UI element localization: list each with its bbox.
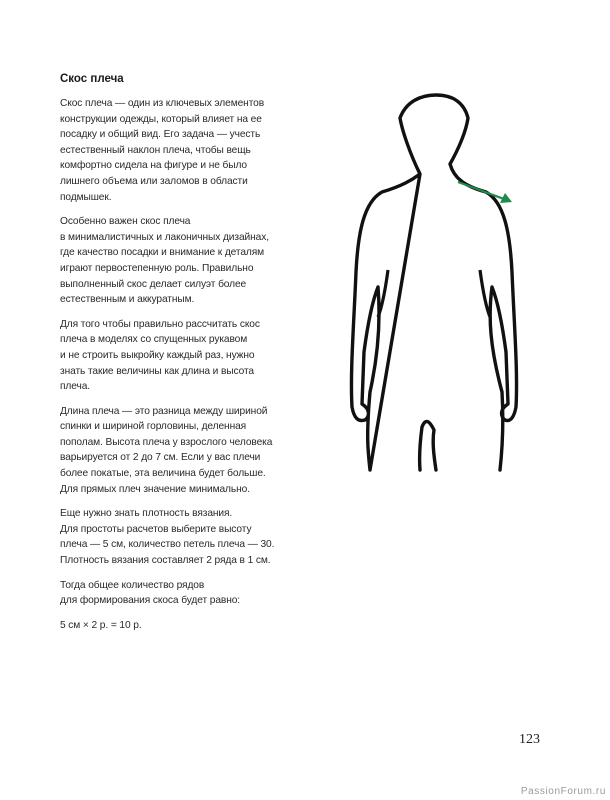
watermark: PassionForum.ru [520, 786, 606, 797]
section-heading: Скос плеча [60, 73, 124, 85]
body-outline [351, 95, 516, 470]
paragraph-list [60, 96, 322, 633]
paragraph-line: лишнего объема или заломов в области [60, 175, 248, 187]
paragraph-line: плеча. [60, 381, 90, 393]
paragraph-line: Для прямых плеч значение минимально. [60, 483, 250, 495]
paragraph-line: для формирования скоса будет равно: [60, 595, 241, 607]
paragraph-line: и не строить выкройку каждый раз, нужно [60, 349, 255, 361]
paragraph-line: в минималистичных и лаконичных дизайнах, [60, 231, 269, 243]
paragraph-line: Особенно важен скос плеча [60, 216, 191, 228]
waist-line-right [480, 270, 490, 317]
paragraph [60, 96, 322, 205]
paragraph [60, 618, 322, 634]
paragraph-line: спинки и шириной горловины, деленная [60, 421, 247, 433]
paragraph-line: конструкции одежды, который влияет на ее [60, 113, 262, 125]
paragraph-line: Скос плеча — один из ключевых элементов [60, 98, 265, 109]
paragraph-line: Плотность вязания составляет 2 ряда в 1 см. [60, 555, 271, 567]
paragraph-line: посадку и общий вид. Его задача — учесть [60, 129, 261, 141]
paragraph-line: Длина плеча — это разница между шириной [60, 405, 268, 417]
paragraph-line: где качество посадки и внимание к деталям [60, 247, 265, 259]
paragraph [60, 506, 322, 568]
paragraph-line: Для того чтобы правильно рассчитать скос [60, 318, 260, 330]
body-silhouette-figure [340, 92, 540, 472]
paragraph-line: выполненный скос делает силуэт более [60, 278, 247, 290]
shoulder-slope-arrow-icon [458, 182, 512, 203]
paragraph [60, 404, 322, 498]
paragraph-line: играют первостепенную роль. Правильно [60, 262, 254, 274]
paragraph-line: варьируется от 2 до 7 см. Если у вас плечи [60, 452, 261, 464]
page-number: 123 [519, 732, 540, 747]
text-column [60, 72, 322, 642]
paragraph-line: Тогда общее количество рядов [60, 579, 205, 591]
paragraph-line: плеча в моделях со спущенных рукавом [60, 334, 248, 346]
paragraph-line: естественным и аккуратным. [60, 294, 195, 306]
paragraph [60, 317, 322, 395]
paragraph-line: подмышек. [60, 191, 112, 203]
paragraph [60, 214, 322, 308]
paragraph-line: Еще нужно знать плотность вязания. [60, 508, 233, 520]
paragraph-line: 5 см × 2 р. = 10 р. [60, 619, 142, 631]
paragraph-line: естественный наклон плеча, чтобы вещь [60, 144, 251, 156]
paragraph [60, 578, 322, 609]
paragraph-line: пополам. Высота плеча у взрослого человека [60, 436, 273, 448]
paragraph-line: комфортно сидела на фигуре и не было [60, 160, 247, 172]
paragraph-line: Для простоты расчетов выберите высоту [60, 523, 252, 535]
paragraph-line: более покатые, эта величина будет больше. [60, 468, 266, 480]
paragraph-line: знать такие величины как длина и высота [60, 365, 254, 377]
paragraph-line: плеча — 5 см, количество петель плеча — 30. [60, 539, 275, 551]
